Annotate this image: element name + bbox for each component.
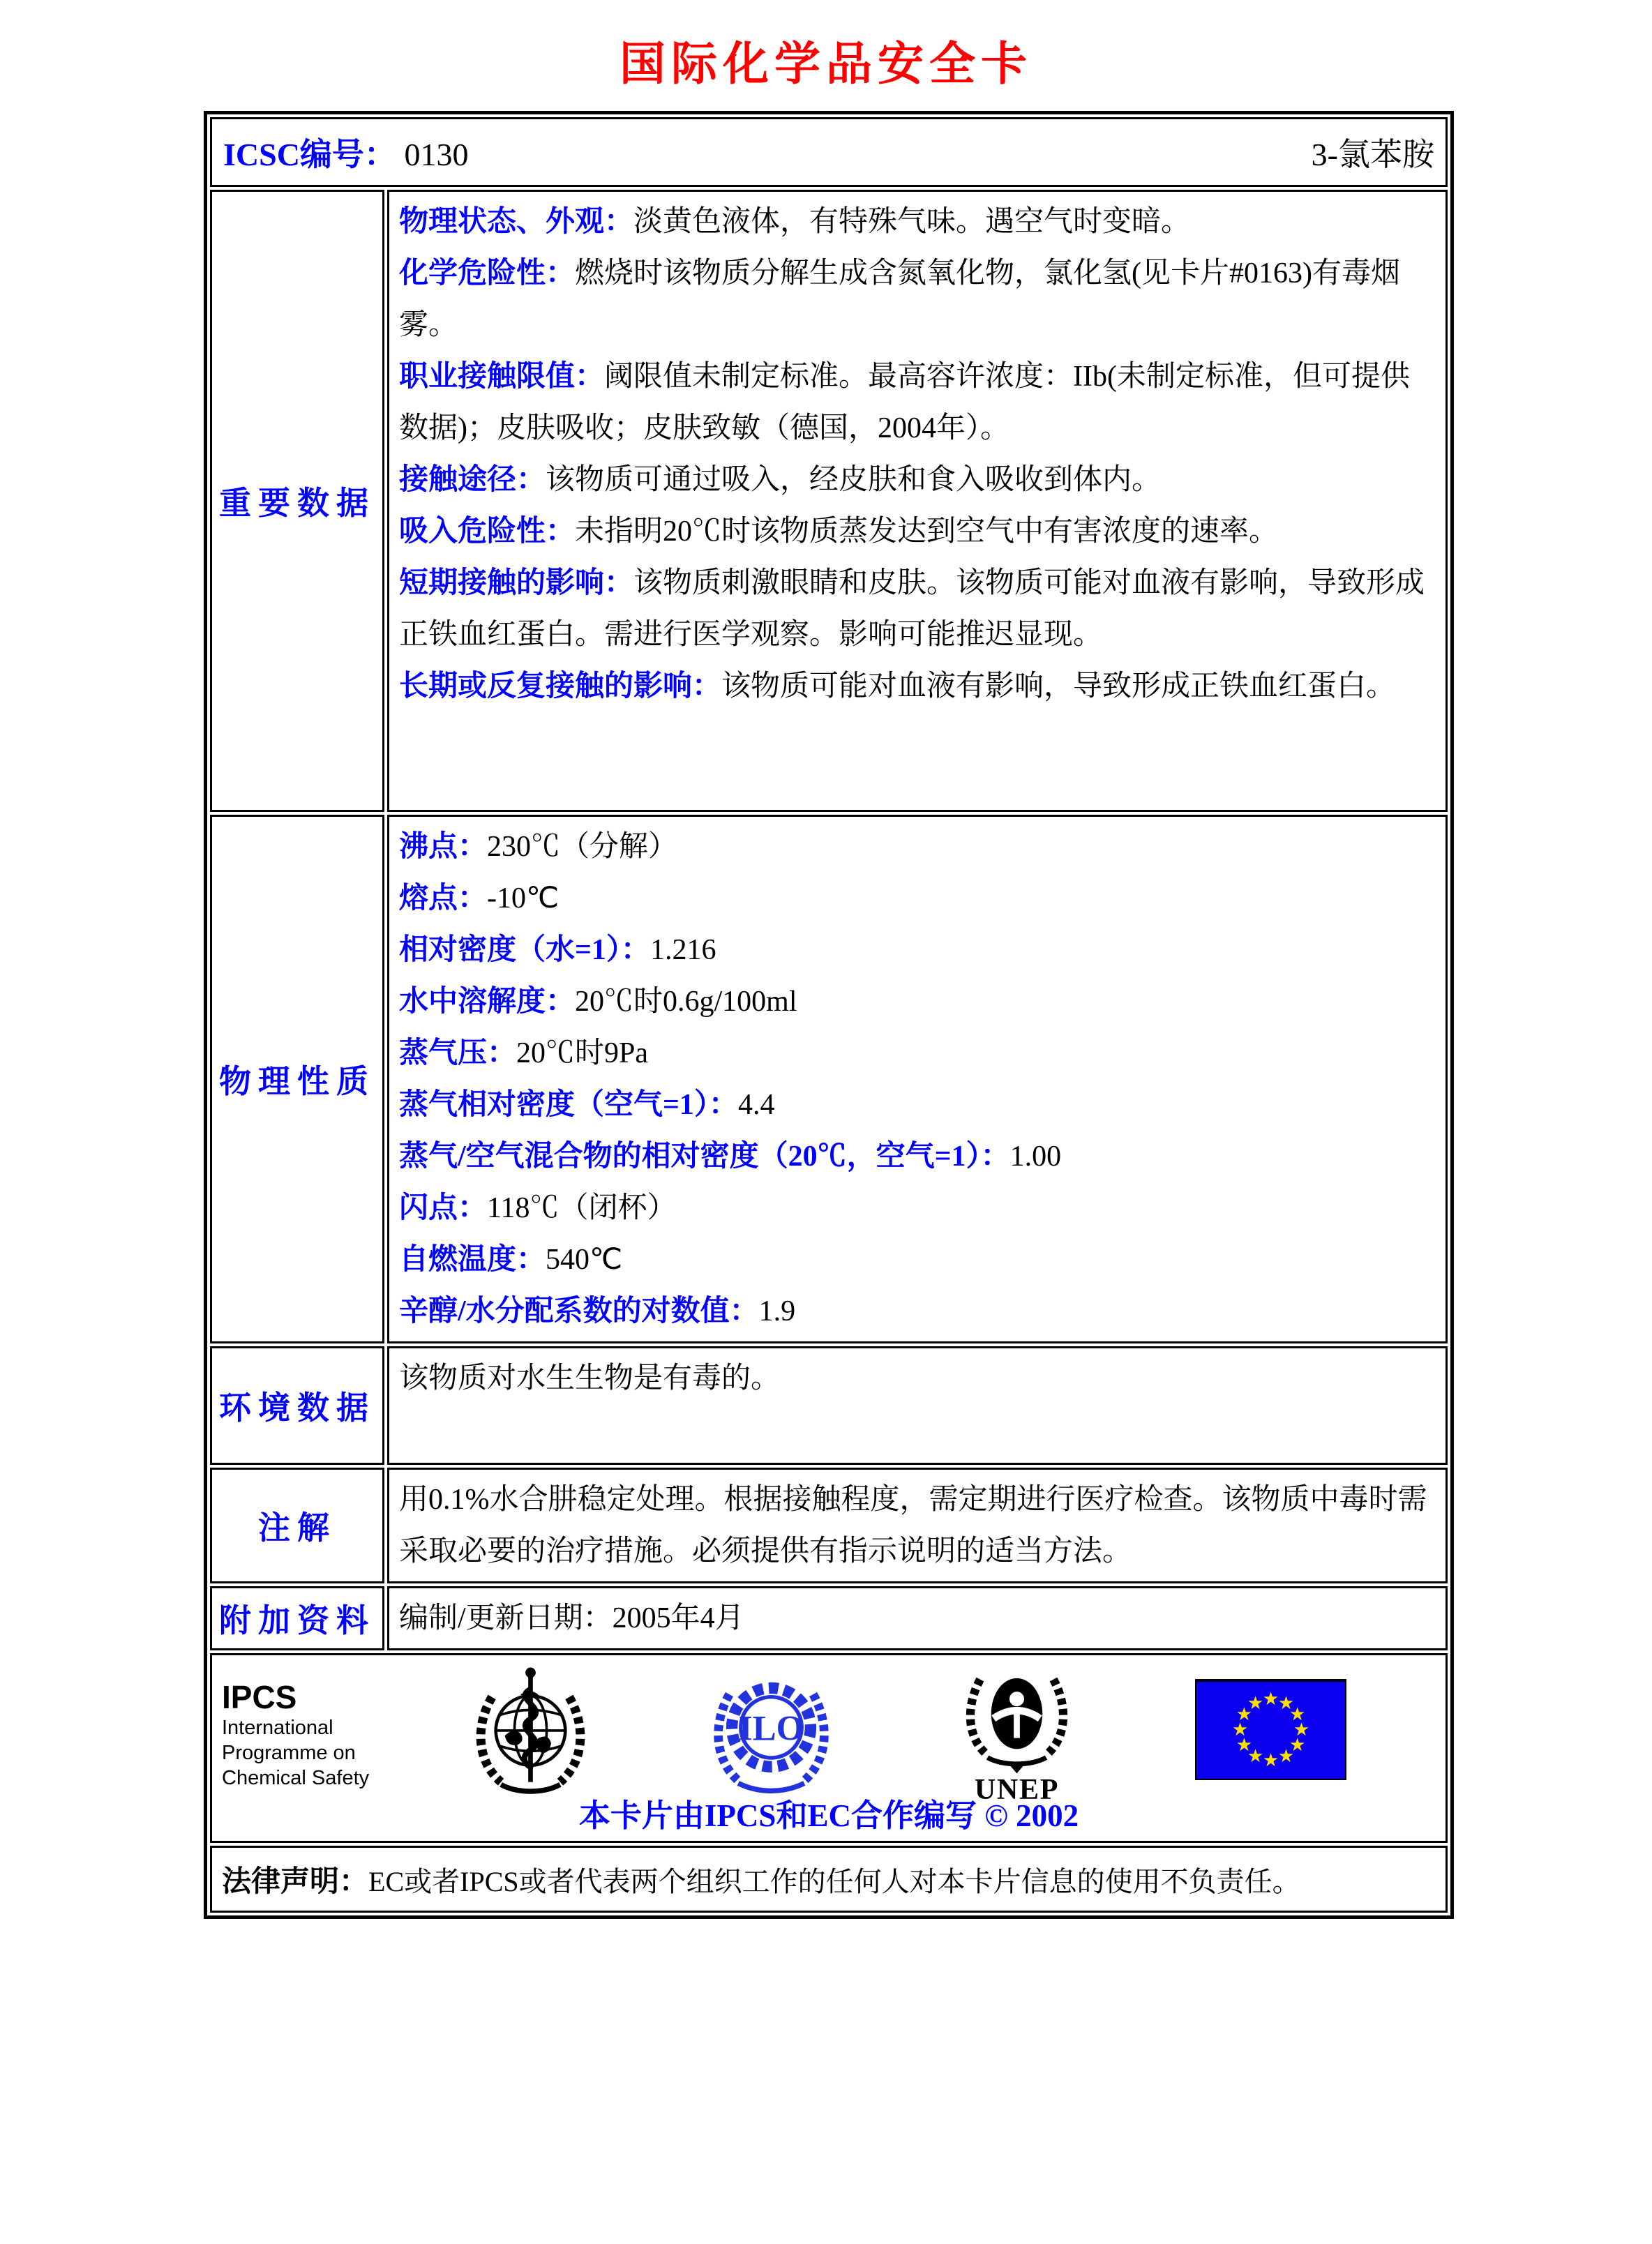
physical-item [399,1234,1436,1286]
item-label: 水中溶解度： [399,986,576,1018]
item-label: 熔点： [399,882,488,914]
unep-logo-icon [956,1662,1078,1805]
important-item [399,661,1436,712]
page-title: 国际化学品安全卡 [620,38,1032,89]
svg-text:★: ★ [1236,1704,1253,1725]
item-text: 淡黄色液体，有特殊气味。遇空气时变暗。 [633,206,1191,238]
item-label: 沸点： [399,831,488,863]
physical-item [399,924,1436,976]
item-label: 自燃温度： [399,1244,546,1276]
additional-info-content [387,1586,1448,1650]
item-label: 相对密度（水=1）： [399,934,650,966]
additional-info-row [210,1586,1448,1650]
physical-item [399,873,1436,924]
ilo-logo-text: ILO [738,1709,804,1749]
legal-notice [222,1858,1300,1900]
ipcs-line: International [222,1717,333,1739]
physical-properties-title: 物理性质 [210,815,384,1343]
environmental-data-title: 环境数据 [210,1346,384,1465]
legal-row [210,1846,1448,1913]
ipcs-line: Programme on [222,1742,356,1764]
ipcs-block [222,1679,369,1791]
physical-properties-content [387,815,1448,1343]
environmental-data-row [210,1346,1448,1465]
item-label: 吸入危险性： [399,515,576,548]
item-text: 该物质可通过吸入，经皮肤和食入吸收到体内。 [546,464,1162,496]
physical-item [399,1079,1436,1131]
physical-item [399,1131,1436,1182]
svg-text:★: ★ [1289,1704,1306,1725]
eu-flag-icon [1195,1679,1346,1780]
unep-logo-text: UNEP [974,1774,1060,1805]
item-text: 阈限值未制定标准。最高容许浓度：IIb(未制定标准，但可提供数据)；皮肤吸收；皮肤致敏（德国，2004年）。 [399,361,1410,444]
svg-text:★: ★ [1277,1746,1295,1767]
item-label: 蒸气/空气混合物的相对密度（20℃，空气=1）： [399,1140,1010,1173]
environmental-data-content [387,1346,1448,1465]
physical-properties-row [210,815,1448,1343]
important-item [399,557,1436,661]
copyright-line: 本卡片由IPCS和EC合作编写 © 2002 [578,1798,1079,1833]
icsc-card-table [204,111,1454,1919]
svg-text:★: ★ [1231,1719,1249,1740]
item-text: 该物质刺激眼睛和皮肤。该物质可能对血液有影响，导致形成正铁血红蛋白。需进行医学观察。影响可能推迟显现。 [399,567,1425,651]
item-label: 化学危险性： [399,257,576,289]
legal-text: EC或者IPCS或者代表两个组织工作的任何人对本卡片信息的使用不负责任。 [368,1866,1300,1897]
item-text: 4.4 [737,1089,775,1121]
ipcs-name: IPCS [222,1679,297,1715]
item-text: 未指明20℃时该物质蒸发达到空气中有害浓度的速率。 [575,515,1279,548]
item-label: 蒸气压： [399,1037,517,1069]
svg-text:★: ★ [1262,1750,1279,1771]
important-item [399,248,1436,351]
important-data-row [210,190,1448,812]
logos-cell [210,1653,1448,1843]
svg-text:★: ★ [1247,1746,1264,1767]
header-row [210,117,1448,187]
svg-text:★: ★ [1262,1689,1279,1710]
svg-text:★: ★ [1289,1735,1306,1756]
physical-item [399,821,1436,873]
item-label: 闪点： [399,1192,488,1224]
item-text: 1.00 [1009,1140,1062,1173]
important-item [399,351,1436,454]
logos-row [210,1653,1448,1843]
important-item [399,454,1436,506]
item-text: -10℃ [487,882,560,914]
physical-item [399,976,1436,1027]
physical-item [399,1182,1436,1234]
chemical-name: 3-氯苯胺 [1311,137,1434,172]
icsc-number-label: ICSC编号： [223,137,396,172]
ipcs-line: Chemical Safety [222,1767,370,1789]
svg-text:★: ★ [1247,1693,1264,1714]
item-text: 20℃时0.6g/100ml [575,986,797,1018]
item-text: 118℃（闭杯） [487,1192,677,1224]
item-label: 辛醇/水分配系数的对数值： [399,1295,759,1327]
item-text: 该物质可能对血液有影响，导致形成正铁血红蛋白。 [721,670,1396,702]
item-label: 物理状态、外观： [399,206,634,238]
important-item [399,506,1436,557]
item-text: 230℃（分解） [487,831,678,863]
icsc-number-value: 0130 [404,137,469,172]
who-logo-icon [466,1664,595,1796]
ilo-logo-icon [707,1666,836,1793]
notes-row [210,1468,1448,1583]
header-cell [210,117,1448,187]
icsc-number-group [223,129,468,175]
svg-text:★: ★ [1236,1735,1253,1756]
notes-text: 用0.1%水合肼稳定处理。根据接触程度，需定期进行医疗检查。该物质中毒时需采取必要的治疗措施。必须提供有指示说明的适当方法。 [399,1484,1427,1567]
item-text: 540℃ [546,1244,623,1276]
important-data-content [387,190,1448,812]
item-label: 职业接触限值： [399,361,605,393]
physical-item [399,1286,1436,1337]
item-text: 燃烧时该物质分解生成含氮氧化物，氯化氢(见卡片#0163)有毒烟雾。 [399,257,1400,341]
additional-info-title: 附加资料 [210,1586,384,1650]
item-label: 接触途径： [399,464,546,496]
item-text: 1.9 [758,1295,796,1327]
legal-cell [210,1846,1448,1913]
item-text: 20℃时9Pa [516,1037,649,1069]
notes-title: 注解 [210,1468,384,1583]
svg-text:★: ★ [1293,1719,1310,1740]
item-label: 长期或反复接触的影响： [399,670,722,702]
legal-label: 法律声明： [222,1866,369,1898]
additional-info-text: 编制/更新日期：2005年4月 [399,1602,744,1634]
environmental-text: 该物质对水生生物是有毒的。 [399,1362,781,1394]
item-label: 蒸气相对密度（空气=1）： [399,1089,738,1121]
item-label: 短期接触的影响： [399,567,634,599]
important-data-title: 重要数据 [210,190,384,812]
notes-content [387,1468,1448,1583]
svg-text:★: ★ [1277,1693,1295,1714]
important-item [399,196,1436,248]
physical-item [399,1027,1436,1079]
item-text: 1.216 [649,934,716,966]
